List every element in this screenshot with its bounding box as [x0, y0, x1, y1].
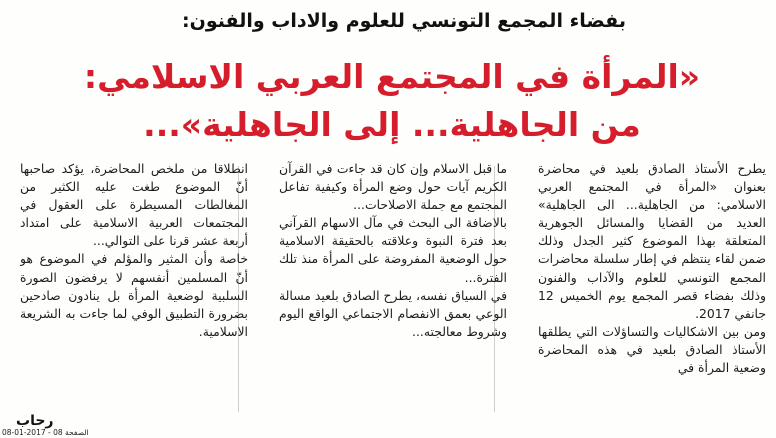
paragraph: يطرح الأستاذ الصادق بلعيد في محاضرة بعنوان «المرأة في المجتمع العربي الاسلامي: من الجاهلية... الى الجاهلية» العديد من القضايا والمسائل الجوهرية المتعلقة بهذا الموضوع كثير الجدل وذلك ضمن لقاء ينتظم في إطار سلسلة محاضرات المجمع التونسي للعلوم والآداب والفنون وذلك بفضاء قصر المجمع يوم الخميس 12 جانفي 2017. [538, 161, 766, 321]
column-1 [538, 160, 766, 418]
paragraph: في السياق نفسه، يطرح الصادق بلعيد مسالة الوعي بعمق الانفصام الاجتماعي الواقع اليوم وشروط معالجته... [279, 287, 507, 339]
column-2 [279, 160, 507, 418]
article-body [12, 160, 772, 418]
paragraph: ومن بين الاشكاليات والتساؤلات التي يطلقها الأستاذ الصادق بلعيد في هذه المحاضرة وضعية المرأة في [538, 323, 766, 376]
paragraph: ما قبل الاسلام وإن كان قد جاءت في القرآن الكريم آيات حول وضع المرأة وكيفية تفاعل المجتمع مع جملة الاصلاحات... [279, 161, 507, 213]
page-date-stamp: الصفحة 08 - 2017-01-08 [2, 428, 89, 437]
paragraph: انطلاقا من ملخص المحاضرة، يؤكد صاحبها أنّ الموضوع طغت عليه الكثير من المغالطات المسيطرة على العقول في المجتمعات العربية الاسلامية على امتداد أربعة عشر قرنا على التوالي... [20, 161, 248, 249]
paragraph: بالاضافة الى البحث في مآل الاسهام القرآني بعد فترة النبوة وعلاقته بالحقيقة الاسلامية حول الوضعية المفروضة على المرأة منذ تلك الفترة... [279, 215, 507, 285]
headline-line-1: «المرأة في المجتمع العربي الاسلامي: [83, 57, 701, 96]
column-3 [20, 160, 248, 418]
headline-line-2: من الجاهلية... إلى الجاهلية»... [143, 105, 641, 144]
paragraph: خاصة وأن المثير والمؤلم في الموضوع هو أنّ المسلمين أنفسهم لا يرفضون الصورة السلبية لوضعية المرأة بل ينادون صادحين بضرورة التطبيق الوفي لما جاءت به الشريعة الاسلامية. [20, 251, 248, 339]
author-byline: رحاب [16, 413, 54, 429]
article-kicker: بفضاء المجمع التونسي للعلوم والاداب والفنون: [182, 10, 626, 32]
